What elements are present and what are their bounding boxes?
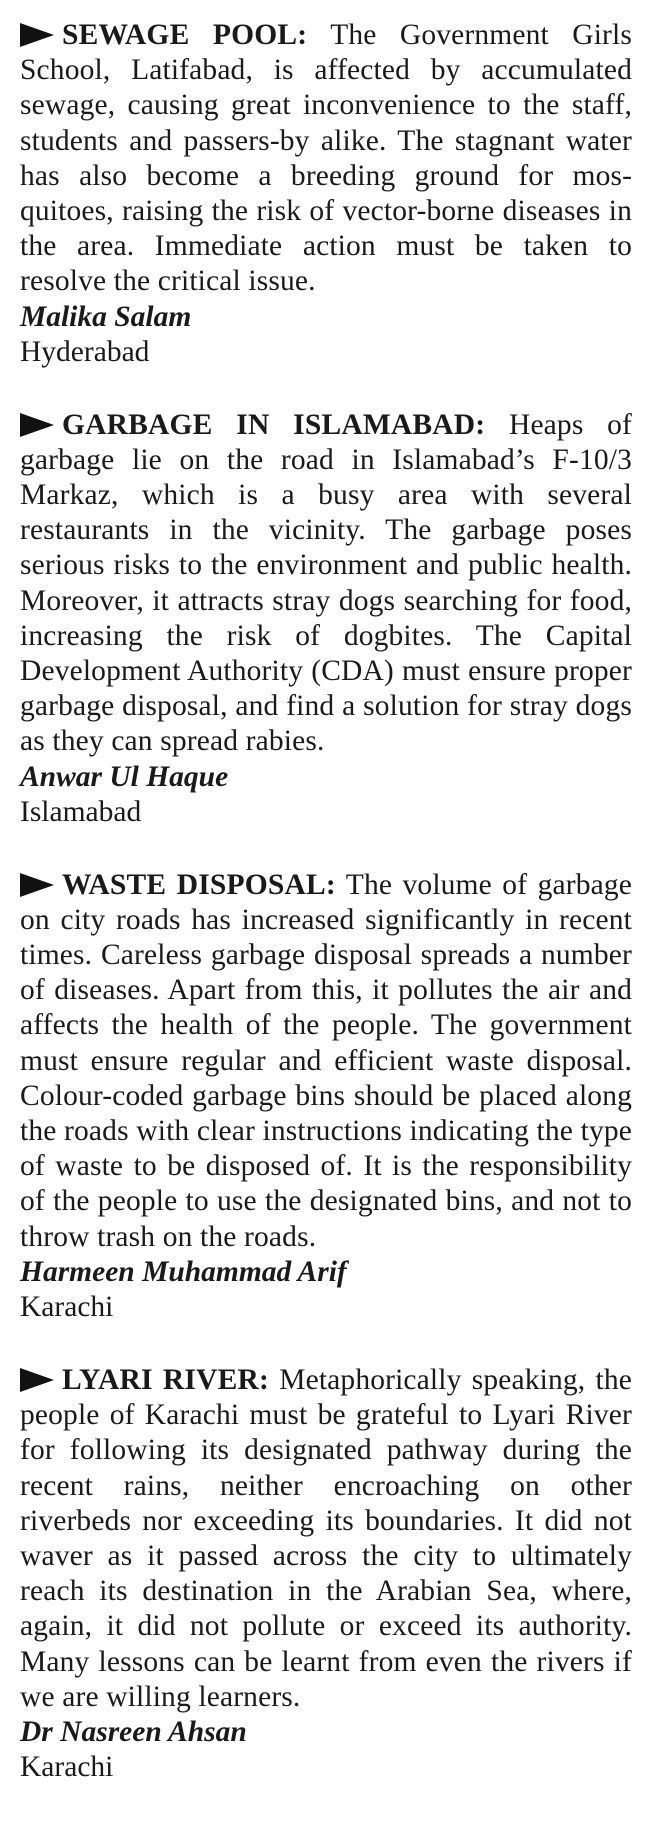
letter-text xyxy=(20,868,632,1255)
letter-headline: GARBAGE IN ISLAMABAD: xyxy=(62,408,486,441)
letter-text xyxy=(20,408,632,760)
arrow-bullet-icon xyxy=(20,873,54,897)
arrow-bullet-icon xyxy=(20,23,54,47)
letter-lyari-river xyxy=(20,1363,632,1785)
letter-city: Karachi xyxy=(20,1750,114,1783)
letters-column xyxy=(20,18,632,1823)
arrow-bullet-icon xyxy=(20,1368,54,1392)
letter-headline: SEWAGE POOL: xyxy=(62,19,308,51)
letter-body: Metaphorically speaking, the people of Karachi must be grateful to Lyari River for following its designated pathway during the recent rains, neither encroaching on other riverbeds nor exceeding its boundaries. It did not waver as it passed across the city to ultimately reach its destination in the Arabian Sea, where, again, it did not pollute or exceed its authority. Many lessons can be learnt from even the rivers if we are willing learners. xyxy=(20,1363,632,1713)
letter-author: Anwar Ul Haque xyxy=(20,760,229,793)
letter-author: Dr Nasreen Ahsan xyxy=(20,1715,247,1748)
letter-city: Karachi xyxy=(20,1290,114,1323)
letter-city: Hyderabad xyxy=(20,335,150,368)
letter-sewage-pool xyxy=(20,18,632,370)
arrow-bullet-icon xyxy=(20,413,54,437)
letter-author: Harmeen Muhammad Arif xyxy=(20,1255,347,1288)
letter-body: The Government Girls School, Latifabad, is affected by accumulated sewage, causing great inconvenience to the staff, students and passers-by alike. The stagnant water has also become a breeding ground for mosquitoes, raising the risk of vector-borne diseases in the area. Immediate action must be taken to resolve the critical issue. xyxy=(20,19,632,298)
letter-body: The volume of garbage on city roads has increased significantly in recent times. Careless garbage disposal spreads a number of diseases. Apart from this, it pollutes the air and affects the health of the people. The government must ensure regular and efficient waste disposal. Colour-coded garbage bins should be placed along the roads with clear instructions indicating the type of waste to be disposed of. It is the responsibility of the people to use the designated bins, and not to throw trash on the roads. xyxy=(20,868,632,1253)
letter-text xyxy=(20,18,632,300)
letter-body: Heaps of garbage lie on the road in Islamabad’s F-10/3 Markaz, which is a busy area with several restaurants in the vicinity. The garbage poses serious risks to the environment and public health. Moreover, it attracts stray dogs searching for food, increasing the risk of dogbites. The Capital Development Authority (CDA) must ensure proper garbage disposal, and find a solution for stray dogs as they can spread rabies. xyxy=(20,408,632,758)
letter-garbage-in-islamabad xyxy=(20,408,632,830)
letter-headline: LYARI RIVER: xyxy=(62,1363,269,1396)
letter-city: Islamabad xyxy=(20,795,142,828)
letter-text xyxy=(20,1363,632,1715)
letter-author: Malika Salam xyxy=(20,300,192,333)
letter-waste-disposal xyxy=(20,868,632,1325)
letter-headline: WASTE DISPOSAL: xyxy=(62,868,336,901)
